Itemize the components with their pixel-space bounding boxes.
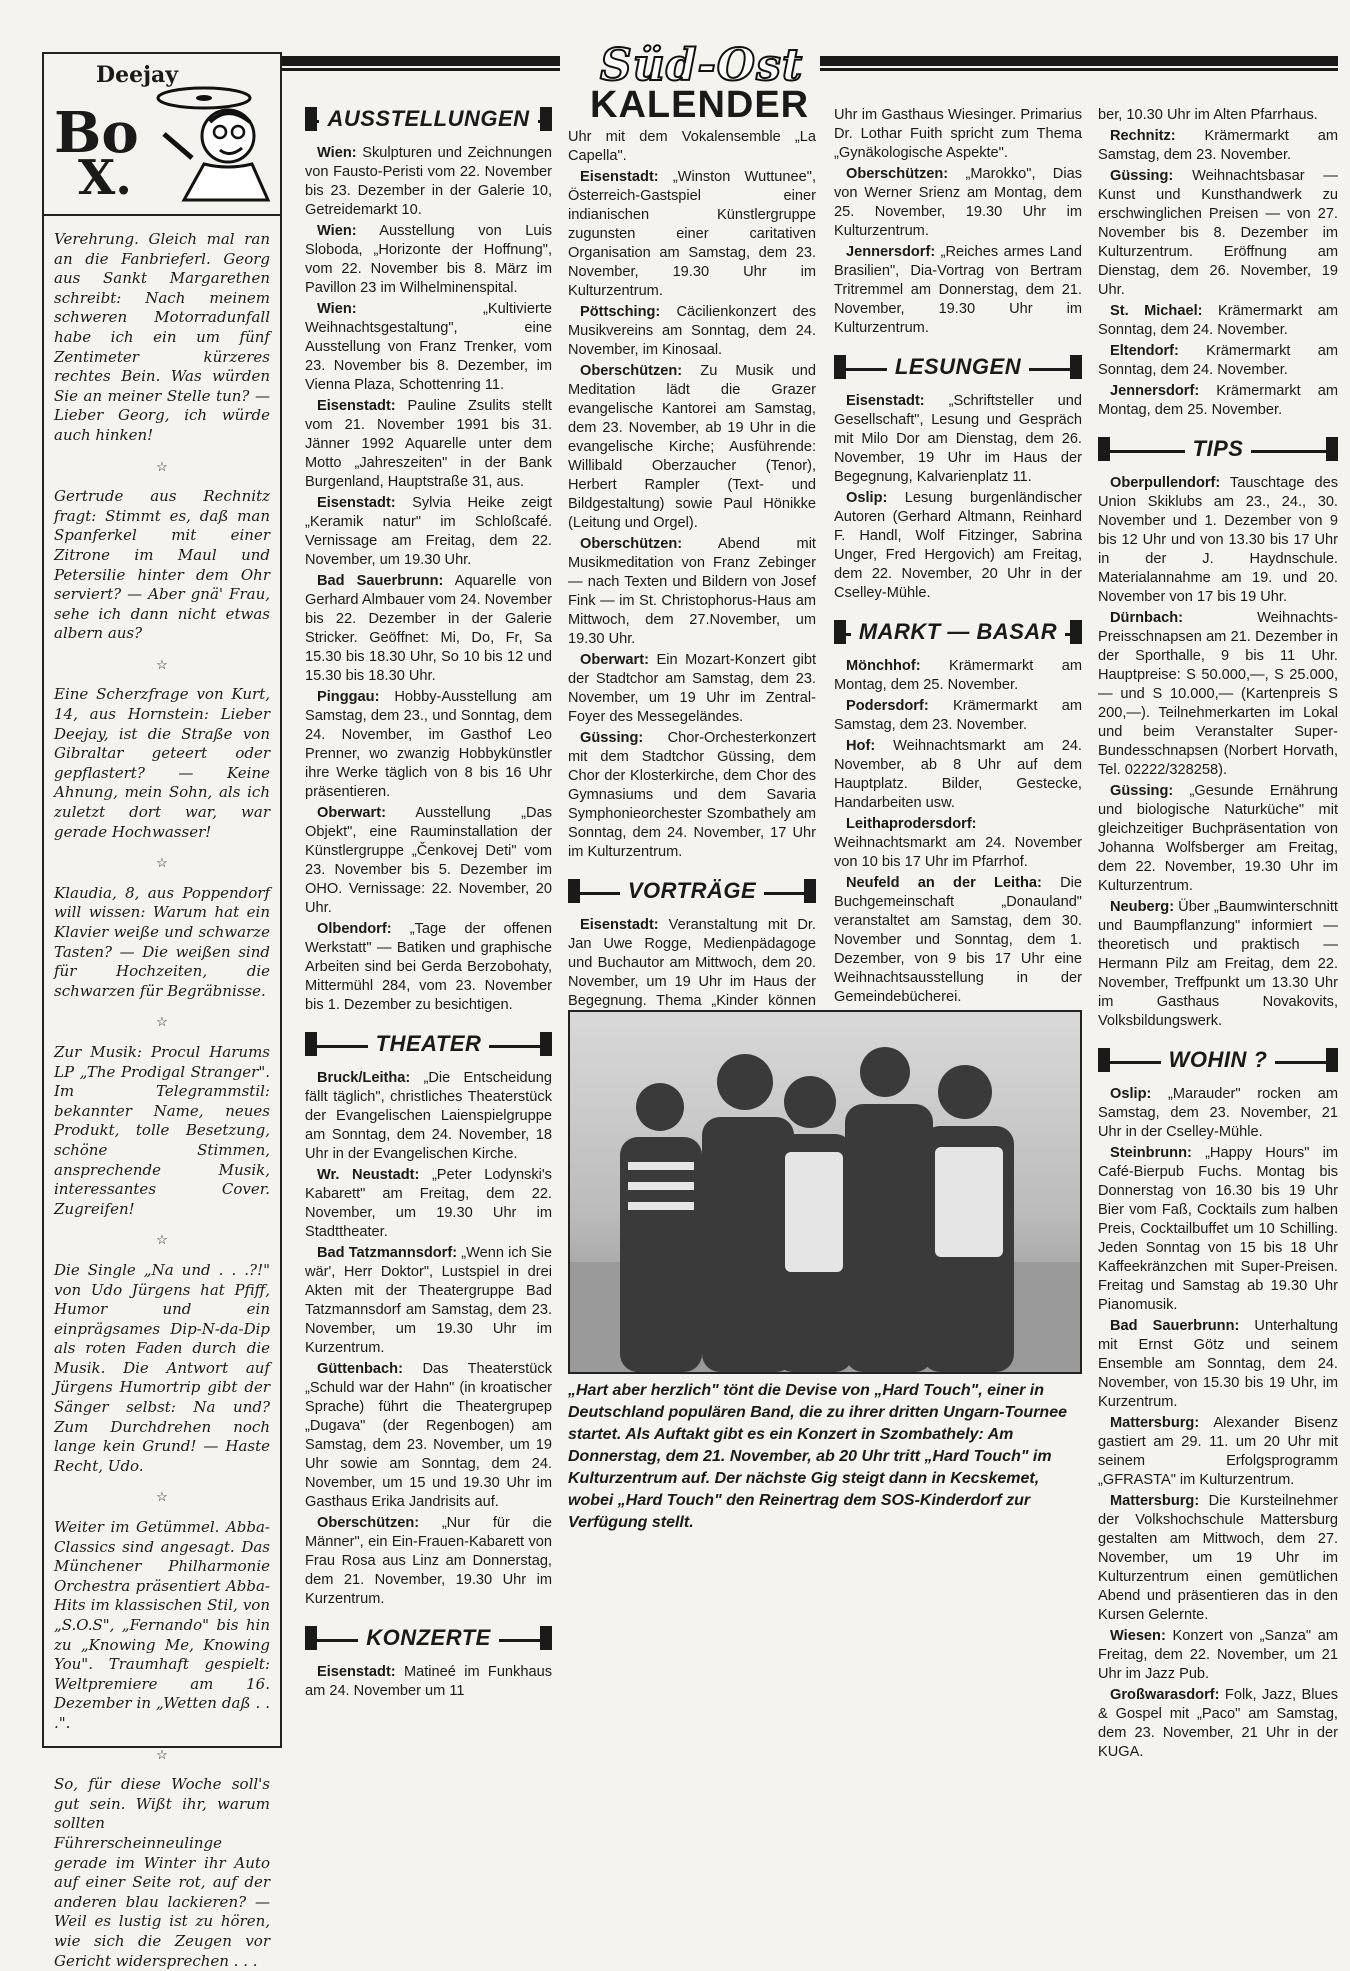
listing-place: Oslip: <box>846 490 888 506</box>
listing-entry <box>834 697 1082 735</box>
section-bar <box>1070 620 1082 644</box>
section-title: THEATER <box>375 1031 482 1056</box>
deejay-paragraph: Verehrung. Gleich mal ran an die Fanbrieferl. Georg aus Sankt Margarethen schreibt: Nach meinem schweren Motorradunfall habe ich ein um fünf Zentimeter kürzeres rechtes Bein. Was würden Sie an meiner Stelle tun? — Lieber Georg, ich würde auch hinken! <box>54 230 270 444</box>
listing-entry <box>305 397 552 492</box>
section-bar <box>834 355 846 379</box>
wohin-list <box>1098 1085 1338 1762</box>
listing-entry <box>1098 1085 1338 1142</box>
listing-text: Abend mit Musikmeditation von Franz Zebinger — nach Texten und Bildern von Josef Fink — im St. Christophorus-Haus am Mittwoch, dem 27.November, um 19.30 Uhr. <box>568 536 816 647</box>
listing-text: Krämermarkt am Montag, dem 25. November. <box>834 658 1082 693</box>
listing-entry <box>305 494 552 570</box>
listing-entry <box>1098 167 1338 300</box>
section-header-tips <box>1098 436 1338 462</box>
section-rule <box>317 1639 358 1642</box>
section-rule <box>489 1045 540 1048</box>
listing-entry <box>305 300 552 395</box>
section-rule <box>317 1045 368 1048</box>
listing-place: Eisenstadt: <box>317 495 396 511</box>
listing-place: Bad Sauerbrunn: <box>317 573 444 589</box>
listing-entry <box>1098 609 1338 780</box>
listing-place: Neufeld an der Leitha: <box>846 875 1042 891</box>
star-icon: ☆ <box>156 1233 168 1249</box>
listing-text: Veranstaltung mit Dr. Jan Uwe Rogge, Medienpädagoge und Buchautor am Mittwoch, dem 20. November, um 19 Uhr im Haus der Begegnung. Thema „Kinder können <box>568 917 816 1009</box>
listing-text: Die Kursteilnehmer der Volkshochschule Mattersburg gestalten am Mittwoch, dem 27. November, um 19 Uhr im Kulturzentrum einen gemütlichen Abend und präsentieren das in den Kursen Gelernte. <box>1098 1493 1338 1623</box>
section-header-ausstellungen <box>305 106 552 132</box>
section-bar <box>1098 437 1110 461</box>
listing-text: „Die Entscheidung fällt täglich", christliches Theaterstück der Evangelischen Laienspielgruppe am Sonntag, dem 24. November, 18 Uhr in der Evangelischen Kirche. <box>305 1070 552 1162</box>
listing-text: Skulpturen und Zeichnungen von Fausto-Peristi vom 22. November bis 23. Dezember in der Galerie 10, Getreidemarkt 10. <box>305 145 552 218</box>
listing-text: Unterhaltung mit Ernst Götz und seinem Ensemble am Sonntag, dem 24. November, von 15.30 bis 19 Uhr, im Kurzentrum. <box>1098 1318 1338 1410</box>
listing-entry <box>1098 1492 1338 1625</box>
listing-text: Matineé im Funkhaus am 24. November um 11 <box>305 1664 552 1699</box>
col5-continuation-list <box>1098 106 1338 420</box>
listing-place: Mattersburg: <box>1110 1493 1200 1509</box>
section-bar <box>1326 437 1338 461</box>
listing-text: Über „Baumwinterschnitt und Baumpflanzung" informiert — theoretisch und praktisch — Hermann Pilz am Freitag, dem 22. November, Treffpunkt um 13.30 Uhr im Gasthaus Novakovits, Volksbildungswerk. <box>1098 899 1338 1029</box>
listing-entry <box>834 165 1082 241</box>
listing-place: Wien: <box>317 223 357 239</box>
section-header-konzerte <box>305 1625 552 1651</box>
section-title: WOHIN ? <box>1168 1047 1268 1072</box>
listing-text: Ein Mozart-Konzert gibt der Stadtchor am Samstag, dem 23. November, um 19 Uhr im Zentral-Foyer des Messegeländes. <box>568 652 816 725</box>
section-bar <box>1098 1048 1110 1072</box>
deejay-box-text <box>44 216 280 1971</box>
listing-place: Mattersburg: <box>1110 1415 1200 1431</box>
listing-text: „Marauder" rocken am Samstag, dem 23. November, 21 Uhr in der Cselley-Mühle. <box>1098 1086 1338 1140</box>
listing-text: Tauschtage des Union Skiklubs am 23., 24., 30. November und 1. Dezember von 9 bis 12 Uhr und von 13.30 bis 17 Uhr in der J. Haydnschule. Materialannahme am 19. und 20. November von 17 bis 19 Uhr. <box>1098 475 1338 605</box>
listing-entry <box>305 1514 552 1609</box>
listing-place: Oberschützen: <box>580 363 683 379</box>
listing-place: Eisenstadt: <box>317 398 396 414</box>
deejay-box <box>42 52 282 1970</box>
tips-list <box>1098 474 1338 1031</box>
listing-place: Eisenstadt: <box>317 1664 396 1680</box>
column-3 <box>568 128 816 1009</box>
listing-entry <box>1098 127 1338 165</box>
listing-entry <box>568 168 816 301</box>
star-icon: ☆ <box>156 1747 168 1763</box>
listing-place: Oberwart: <box>317 805 386 821</box>
listing-entry <box>568 128 816 166</box>
listing-place: Bad Tatzmannsdorf: <box>317 1245 458 1261</box>
listing-place: Oberschützen: <box>317 1515 420 1531</box>
listing-place: Wien: <box>317 145 357 161</box>
listing-entry <box>1098 1414 1338 1490</box>
listing-place: Güssing: <box>580 730 644 746</box>
listing-entry <box>305 144 552 220</box>
listing-text: Aquarelle von Gerhard Almbauer vom 24. November bis 22. Dezember in der Galerie Stricker. Geöffnet: Mi, Do, Fr, Sa 15.30 bis 18.30 Uhr, So 10 bis 12 und 15.30 bis 18.30 Uhr. <box>305 573 552 684</box>
listing-place: Jennersdorf: <box>846 244 936 260</box>
section-title: AUSSTELLUNGEN <box>327 106 530 131</box>
listing-text: „Winston Wuttunee", Österreich-Gastspiel einer indianischen Künstlergruppe zugunsten einer caritativen Organisation am Samstag, dem 23. November, 19.30 Uhr im Kulturzentrum. <box>568 169 816 299</box>
listing-text: Weihnachts-Preisschnapsen am 21. Dezember in der Sporthalle, 9 bis 11 Uhr. Hauptpreise: S 50.000,—, S 25.000,— und S 10.000,— (Kartenpreis S 200,—). Teilnehmerkarten im Lokal und beim Veranstalter Super-Bundesschnapsen (Norbert Horvath, Tel. 02222/328258). <box>1098 610 1338 778</box>
listing-place: Jennersdorf: <box>1110 383 1200 399</box>
listing-place: Oberwart: <box>580 652 649 668</box>
listing-text: Konzert von „Sanza" am Freitag, dem 22. November, um 21 Uhr im Jazz Pub. <box>1098 1628 1338 1682</box>
section-rule <box>764 892 804 895</box>
masthead-title: KALENDER <box>590 84 810 126</box>
listing-text: Weihnachtsmarkt am 24. November, ab 8 Uhr auf dem Hauptplatz. Bilder, Gestecke, Handarbeiten usw. <box>834 738 1082 811</box>
listing-text: Folk, Jazz, Blues & Gospel mit „Paco" am Samstag, dem 23. November, 21 Uhr in der KUGA. <box>1098 1687 1338 1760</box>
star-icon: ☆ <box>156 1015 168 1031</box>
listing-place: Hof: <box>846 738 876 754</box>
listing-text: Die Buchgemeinschaft „Donauland" veranstaltet am Samstag, dem 30. November und Sonntag, dem 1. Dezember, von 9 bis 17 Uhr eine Weihnachtsausstellung in der Gemeindebücherei. <box>834 875 1082 1005</box>
section-bar <box>568 879 580 903</box>
deejay-paragraph: Klaudia, 8, aus Poppendorf will wissen: Warum hat ein Klavier weiße und schwarze Tasten? — Die weißen sind für Hochzeiten, die schwarzen für Begräbnisse. <box>54 883 270 1000</box>
listing-place: Oberpullendorf: <box>1110 475 1221 491</box>
listing-entry <box>305 222 552 298</box>
listing-entry <box>834 874 1082 1007</box>
section-title: TIPS <box>1192 436 1244 461</box>
listing-place: St. Michael: <box>1110 303 1203 319</box>
listing-place: Eisenstadt: <box>846 393 925 409</box>
listing-entry <box>1098 382 1338 420</box>
section-bar <box>540 1032 552 1056</box>
section-rule <box>1110 450 1185 453</box>
listing-text: „Peter Lodynski's Kabarett" am Freitag, dem 22. November, um 19.30 Uhr im Stadttheater. <box>305 1167 552 1240</box>
star-icon: ☆ <box>156 459 168 475</box>
listing-text: Krämermarkt am Montag, dem 25. November. <box>1098 383 1338 418</box>
listing-place: Eisenstadt: <box>580 169 659 185</box>
listing-text: Das Theaterstück „Schuld war der Hahn" (in kroatischer Sprache) führt die Theatergrupep „Dugava" (der Regenbogen) am Samstag, dem 23. November, um 19 Uhr sowie am Sonntag, dem 24. November, um 15 und 19.30 Uhr im Gasthaus Erika Jandrisits auf. <box>305 1361 552 1510</box>
column-2 <box>305 106 552 1786</box>
listing-text: „Nur für die Männer", ein Ein-Frauen-Kabarett von Frau Rosa aus Linz am Donnerstag, dem 21. November, 19.30 Uhr im Kurzentrum. <box>305 1515 552 1607</box>
listing-entry <box>568 535 816 649</box>
section-title: LESUNGEN <box>894 354 1022 379</box>
section-bar <box>540 1626 552 1650</box>
section-rule <box>1275 1061 1326 1064</box>
star-icon: ☆ <box>156 1490 168 1506</box>
listing-text: Uhr mit dem Vokalensemble „La Capella". <box>568 129 816 164</box>
listing-text: „Reiches armes Land Brasilien", Dia-Vortrag von Bertram Tritremmel am Donnerstag, dem 21. November, 19.30 Uhr im Kulturzentrum. <box>834 244 1082 336</box>
section-header-wohin <box>1098 1047 1338 1073</box>
listing-text: Weihnachtsmarkt am 24. November von 10 bis 17 Uhr im Pfarrhof. <box>834 835 1082 870</box>
listing-text: Krämermarkt am Sonntag, dem 24. November. <box>1098 343 1338 378</box>
listing-entry <box>834 815 1082 872</box>
listing-text: „Kultivierte Weihnachtsgestaltung", eine Ausstellung von Franz Trenker, vom 23. November bis 8. Dezember, im Vienna Plaza, Schottenring 11. <box>305 301 552 393</box>
konzerte-list <box>568 128 816 862</box>
section-rule <box>1029 368 1070 371</box>
listing-place: Mönchhof: <box>846 658 921 674</box>
listing-entry <box>568 729 816 862</box>
listing-entry <box>834 106 1082 163</box>
listing-text: ber, 10.30 Uhr im Alten Pfarrhaus. <box>1098 107 1318 123</box>
section-rule <box>1251 450 1326 453</box>
section-bar <box>305 1032 317 1056</box>
listing-place: Güssing: <box>1110 783 1174 799</box>
listing-text: Sylvia Heike zeigt „Keramik natur" im Schloßcafé. Vernissage am Freitag, dem 22. November, um 19.30 Uhr. <box>305 495 552 568</box>
section-header-markt <box>834 619 1082 645</box>
logo-deejay-text: Deejay <box>96 62 179 88</box>
listing-place: Eltendorf: <box>1110 343 1179 359</box>
listing-entry <box>568 651 816 727</box>
listing-entry <box>305 1244 552 1358</box>
listing-text: „Wenn ich Sie wär', Herr Doktor", Lustspiel in drei Akten mit der Theatergruppe Bad Tatzmannsdorf am Samstag, dem 23. November, um 19.30 Uhr im Kurzentrum. <box>305 1245 552 1356</box>
listing-place: Dürnbach: <box>1110 610 1183 626</box>
listing-entry <box>834 392 1082 487</box>
listing-entry <box>834 489 1082 603</box>
listing-place: Steinbrunn: <box>1110 1145 1192 1161</box>
listing-entry <box>305 688 552 802</box>
section-header-vortraege <box>568 878 816 904</box>
listing-place: Olbendorf: <box>317 921 392 937</box>
listing-place: Rechnitz: <box>1110 128 1176 144</box>
listing-text: Weihnachtsbasar — Kunst und Kunsthandwerk zu erschwinglichen Preisen — von 27. November bis 8. Dezember im Kulturzentrum. Eröffnung am Dienstag, dem 26. November, 19 Uhr. <box>1098 168 1338 298</box>
listing-text: „Schriftsteller und Gesellschaft", Lesung und Gespräch mit Milo Dor am Dienstag, dem 26. November, 19 Uhr im Haus der Begegnung, Kalvarienplatz 11. <box>834 393 1082 485</box>
listing-entry <box>1098 1627 1338 1684</box>
section-rule <box>846 368 887 371</box>
listing-entry <box>305 804 552 918</box>
listing-place: Güttenbach: <box>317 1361 403 1377</box>
listing-place: Oberschützen: <box>846 166 949 182</box>
deejay-paragraph: Die Single „Na und . . .?!" von Udo Jürgens hat Pfiff, Humor und ein einprägsames Dip-N-da-Dip als roten Faden durch die Musik. Die Antwort auf Jürgens Humortrip gibt der Sänger selbst: Na und? Zum Durchdrehen noch lange kein Grund! — Haste Recht, Udo. <box>54 1260 270 1475</box>
deejay-paragraph: So, für diese Woche soll's gut sein. Wißt ihr, warum sollten Führerscheinneulinge gerade im Winter ihr Auto auf einer Seite rot, auf der anderen blau lackieren? — Weil es lustig ist zu hören, wie sich die Zeugen vor Gericht widersprechen . . . <box>54 1775 270 1970</box>
section-bar <box>540 107 552 131</box>
listing-text: Chor-Orchesterkonzert mit dem Stadtchor Güssing, dem Chor der Klosterkirche, dem Chor des Gymnasiums und dem Savaria Symphonieorchester Szombathely am Sonntag, dem 24. November, 17 Uhr im Kulturzentrum. <box>568 730 816 860</box>
listing-entry <box>1098 474 1338 607</box>
listing-text: Uhr im Gasthaus Wiesinger. Primarius Dr. Lothar Fuith spricht zum Thema „Gynäkologische Aspekte". <box>834 107 1082 161</box>
band-photo-image <box>570 1012 1080 1372</box>
listing-text: „Gesunde Ernährung und biologische Naturküche" mit gleichzeitiger Buchpräsentation von Johanna Wolfsberger am Freitag, dem 22. November, 19.30 Uhr im Kulturzentrum. <box>1098 783 1338 894</box>
ausstellungen-list <box>305 144 552 1015</box>
listing-place: Wien: <box>317 301 357 317</box>
column-5 <box>1098 106 1338 1786</box>
listing-place: Bruck/Leitha: <box>317 1070 411 1086</box>
section-rule <box>499 1639 540 1642</box>
section-title: KONZERTE <box>366 1625 491 1650</box>
listing-text: Lesung burgenländischer Autoren (Gerhard Altmann, Reinhard F. Handl, Wolf Fitzinger, Sabrina Unger, Fred Hergovich) am Freitag, dem 22. November, 20 Uhr in der Cselley-Mühle. <box>834 490 1082 601</box>
listing-place: Großwarasdorf: <box>1110 1687 1220 1703</box>
listing-entry <box>834 243 1082 338</box>
listing-text: „Marokko", Dias von Werner Srienz am Montag, dem 25. November, 19.30 Uhr im Kulturzentrum. <box>834 166 1082 239</box>
section-rule <box>1110 1061 1161 1064</box>
listing-entry <box>1098 342 1338 380</box>
listing-text: Ausstellung „Das Objekt", eine Rauminstallation der Künstlergruppe „Čenkovej Deti" vom 23. November bis 5. Dezember im OHO. Vernissage: 22. November, 20 Uhr. <box>305 805 552 916</box>
listing-text: „Tage der offenen Werkstatt" — Batiken und graphische Arbeiten sind bei Gerda Berzobohaty, Mittermühl 284, vom 23. November bis 1. Dezember zu besichtigen. <box>305 921 552 1013</box>
listing-entry <box>1098 1686 1338 1762</box>
listing-text: Cäcilienkonzert des Musikvereins am Sonntag, dem 24. November, im Kinosaal. <box>568 304 816 358</box>
listing-entry <box>305 1166 552 1242</box>
section-title: VORTRÄGE <box>627 878 757 903</box>
listing-text: Krämermarkt am Sonntag, dem 24. November. <box>1098 303 1339 338</box>
listing-place: Oberschützen: <box>580 536 683 552</box>
band-photo <box>568 1010 1082 1374</box>
section-header-theater <box>305 1031 552 1057</box>
listing-place: Eisenstadt: <box>580 917 659 933</box>
listing-text: Zu Musik und Meditation lädt die Grazer evangelische Kantorei am Samstag, dem 23. November, ab 19 Uhr in die evangelische Kirche; Ausführende: Willibald Oberzaucher (Tenor), Herbert Rampler (Text- und Bildgestaltung) sowie Paul Hönikke (Leitung und Orgel). <box>568 363 816 531</box>
listing-entry <box>305 1663 552 1701</box>
listing-entry <box>305 920 552 1015</box>
listing-place: Bad Sauerbrunn: <box>1110 1318 1240 1334</box>
section-header-lesungen <box>834 354 1082 380</box>
listing-text: „Happy Hours" im Café-Bierpub Fuchs. Montag bis Donnerstag von 16.30 bis 19 Uhr Bier vom Faß, Cocktails zum halben Preis, Cocktailbuffet um 10 Schilling. Jeden Sonntag von 15 bis 18 Uhr Kaffeekränzchen mit Super-Preisen. Freitag und Samstag ab 19.30 Uhr Pianomusik. <box>1098 1145 1338 1313</box>
listing-place: Pöttsching: <box>580 304 661 320</box>
listing-entry <box>568 362 816 533</box>
section-title: MARKT — BASAR <box>858 619 1058 644</box>
star-icon: ☆ <box>156 856 168 872</box>
section-bar <box>1326 1048 1338 1072</box>
listing-place: Güssing: <box>1110 168 1174 184</box>
logo-x-text: X. <box>78 150 132 206</box>
listing-text: Alexander Bisenz gastiert am 29. 11. um 20 Uhr mit seinem Erfolgsprogramm „GFRASTA" im Kulturzentrum. <box>1098 1415 1338 1488</box>
listing-place: Wr. Neustadt: <box>317 1167 420 1183</box>
listing-text: Pauline Zsulits stellt vom 21. November 1991 bis 31. Jänner 1992 Aquarelle unter dem Motto „Jahreszeiten" in der Bank Burgenland, Hauptstraße 31, aus. <box>305 398 552 490</box>
theater-list <box>305 1069 552 1609</box>
logo-bo-text: Bo <box>54 100 139 166</box>
listing-entry <box>568 303 816 360</box>
listing-entry <box>305 1069 552 1164</box>
listing-place: Wiesen: <box>1110 1628 1166 1644</box>
photo-caption: „Hart aber herzlich" tönt die Devise von „Hard Touch", einer in Deutschland populären Band, die zu ihrer dritten Ungarn-Tournee startet. Als Auftakt gibt es ein Konzert in Szombathely: Am Donnerstag, dem 21. November, ab 20 Uhr tritt „Hard Touch" im Kulturzentrum auf. Der nächste Gig steigt dann in Kecskemet, wobei „Hard Touch" den Reinertrag dem SOS-Kinderdorf zur Verfügung stellt. <box>568 1382 1067 1531</box>
section-bar <box>834 620 846 644</box>
listing-entry <box>1098 1317 1338 1412</box>
listing-entry <box>1098 106 1338 125</box>
listing-text: Ausstellung von Luis Sloboda, „Horizonte der Hoffnung", vom 22. November bis 8. März im Pavillon 23 im Wilhelminenspital. <box>305 223 552 296</box>
listing-text: Krämermarkt am Samstag, dem 23. November. <box>1098 128 1338 163</box>
section-bar <box>804 879 816 903</box>
lesungen-list <box>834 392 1082 603</box>
listing-place: Oslip: <box>1110 1086 1152 1102</box>
deejay-paragraph: Weiter im Getümmel. Abba-Classics sind angesagt. Das Münchener Philharmonie Orchestra präsentiert Abba-Hits im klassischen Stil, von „S.O.S", „Fernando" bis hin zu „Knowing Me, Knowing You". Traumhaft gespielt: Weltpremiere am 16. Dezember in „Wetten daß . . .". <box>54 1518 270 1732</box>
deejay-paragraph: Gertrude aus Rechnitz fragt: Stimmt es, daß man Spanferkel mit einer Zitrone im Maul und Petersilie hinter dem Ohr serviert? — Aber gnä' Frau, sehe ich dann nicht etwas albern aus? <box>54 487 270 643</box>
listing-place: Pinggau: <box>317 689 380 705</box>
section-rule <box>580 892 620 895</box>
listing-entry <box>834 737 1082 813</box>
section-bar <box>305 1626 317 1650</box>
star-icon: ☆ <box>156 657 168 673</box>
listing-entry <box>1098 302 1338 340</box>
listing-entry <box>1098 898 1338 1031</box>
listing-entry <box>1098 782 1338 896</box>
deejay-cartoon-icon <box>144 74 274 204</box>
listing-entry <box>305 1360 552 1512</box>
listing-place: Leithaprodersdorf: <box>846 816 977 832</box>
deejay-box-logo <box>44 54 280 216</box>
listing-place: Neuberg: <box>1110 899 1175 915</box>
section-bar <box>1070 355 1082 379</box>
masthead-subtitle: Süd-Ost <box>600 40 804 91</box>
listing-text: Hobby-Ausstellung am Samstag, dem 23., und Sonntag, dem 24. November, im Gasthof Leo Prenner, wo zwanzig Hobbykünstler ihre Werke täglich von 8 bis 16 Uhr präsentieren. <box>305 689 552 800</box>
listing-entry <box>834 657 1082 695</box>
deejay-paragraph: Zur Musik: Procul Harums LP „The Prodigal Stranger". Im Telegrammstil: bekannter Name, neues Produkt, tolle Besetzung, schöne Stimmen, ansprechende Musik, interessantes Cover. Zugreifen! <box>54 1042 270 1218</box>
section-bar <box>305 107 317 131</box>
listing-text: Krämermarkt am Samstag, dem 23. November. <box>834 698 1082 733</box>
masthead <box>560 40 820 130</box>
deejay-paragraph: Eine Scherzfrage von Kurt, 14, aus Hornstein: Lieber Deejay, ist die Straße von Gibraltar geteert oder gepflastert? — Keine Ahnung, mein Sohn, als ich zuletzt dort war, war gerade Hochwasser! <box>54 685 270 841</box>
col4-continuation-list <box>834 106 1082 338</box>
listing-entry <box>305 572 552 686</box>
listing-place: Podersdorf: <box>846 698 929 714</box>
listing-entry <box>1098 1144 1338 1315</box>
